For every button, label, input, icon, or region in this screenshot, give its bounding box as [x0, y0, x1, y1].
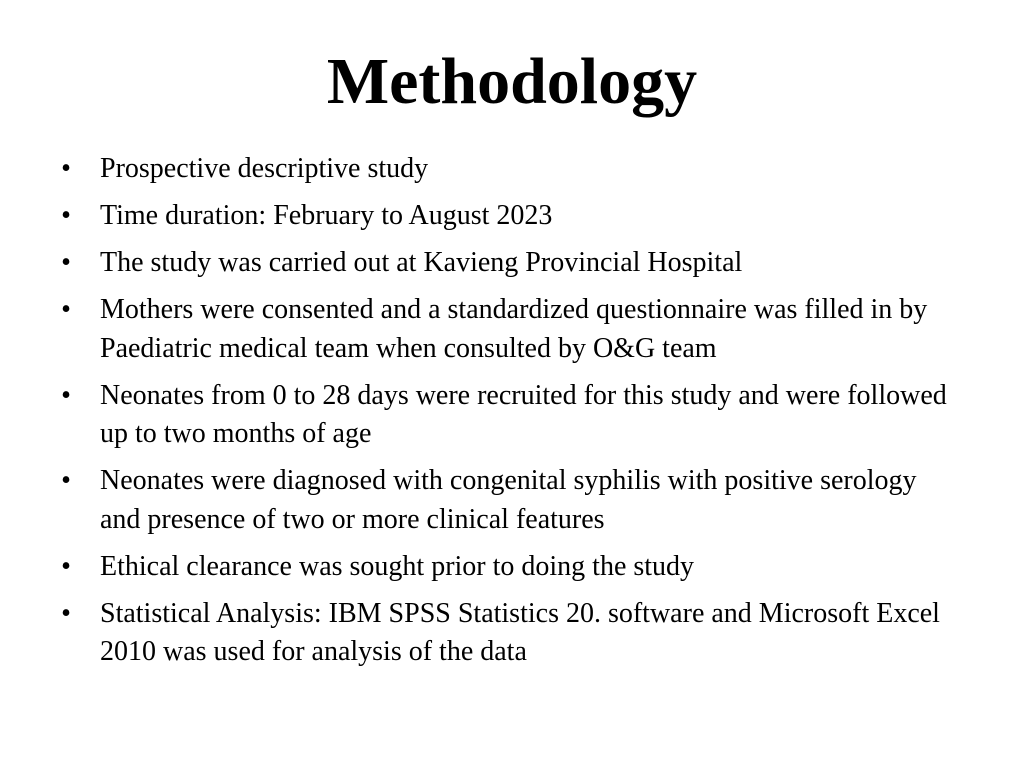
slide-title: Methodology [326, 45, 698, 118]
bullet-item [56, 548, 956, 587]
bullet-icon: • [61, 153, 71, 184]
bullet-icon: • [61, 247, 71, 278]
bullet-text: The study was carried out at Kavieng Provincial Hospital [100, 247, 743, 278]
bullet-icon: • [61, 597, 71, 629]
bullet-item [56, 244, 956, 283]
bullet-item [56, 377, 956, 454]
bullet-icon: • [61, 294, 71, 325]
bullet-item [56, 197, 956, 236]
bullet-icon: • [61, 200, 71, 231]
bullet-list [56, 150, 956, 680]
bullet-icon: • [61, 379, 71, 411]
bullet-icon: • [61, 465, 71, 496]
bullet-text: Statistical Analysis: IBM SPSS Statistics 20. software and Microsoft Excel 2010 was used for analysis of the data [100, 597, 940, 667]
bullet-item [56, 462, 956, 539]
bullet-icon: • [61, 550, 71, 582]
bullet-item [56, 150, 956, 189]
bullet-text: Ethical clearance was sought prior to doing the study [100, 550, 695, 582]
bullet-text: Mothers were consented and a standardized questionnaire was filled in by Paediatric medical team when consulted by O&G team [100, 294, 928, 364]
bullet-item [56, 595, 956, 672]
bullet-item [56, 291, 956, 368]
bullet-text: Neonates were diagnosed with congenital syphilis with positive serology and presence of two or more clinical features [100, 465, 917, 535]
bullet-text: Prospective descriptive study [100, 153, 429, 184]
bullet-text: Neonates from 0 to 28 days were recruited for this study and were followed up to two months of age [100, 379, 947, 449]
bullet-text: Time duration: February to August 2023 [100, 200, 553, 231]
